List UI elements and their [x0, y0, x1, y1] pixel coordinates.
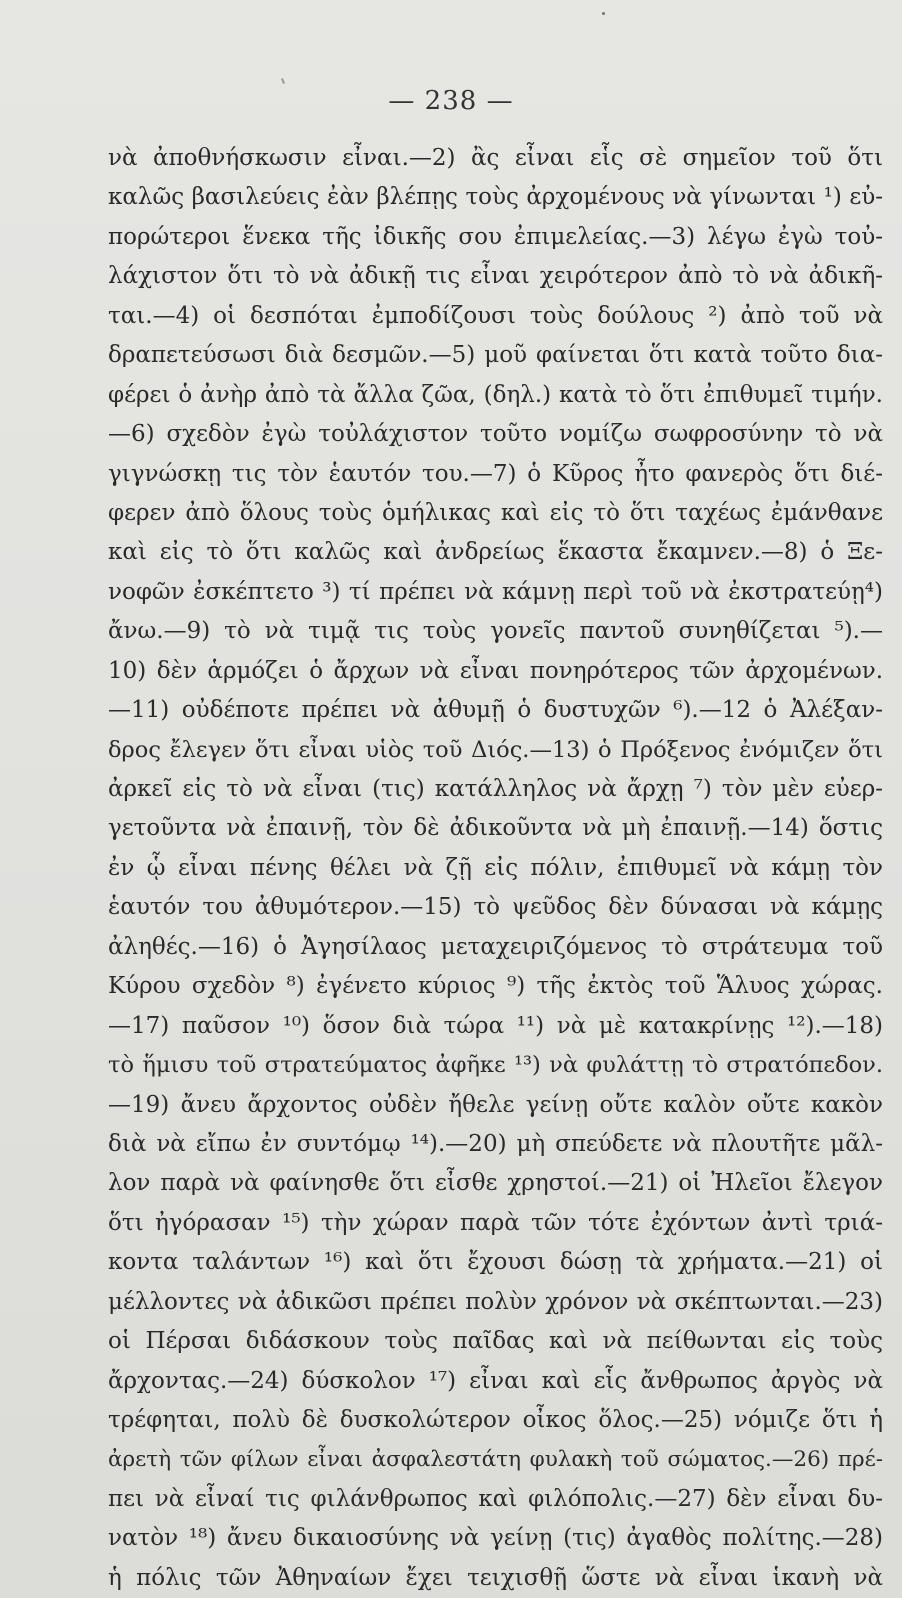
text-line: λάχιστον ὅτι τὸ νὰ ἀδικῇ τις εἶναι χειρότερον ἀπὸ τὸ νὰ ἀδικῆ- [108, 263, 883, 290]
text-line: ἄρχοντας.—24) δύσκολον ¹⁷) εἶναι καὶ εἷς ἄνθρωπος ἀργὸς νὰ [108, 1367, 883, 1394]
text-line: κοντα ταλάντων ¹⁶) καὶ ὅτι ἔχουσι δώσῃ τὰ χρήματα.—21) οἱ [108, 1249, 883, 1276]
text-line: οἱ Πέρσαι διδάσκουν τοὺς παῖδας καὶ νὰ πείθωνται εἰς τοὺς [108, 1328, 883, 1355]
text-line: —17) παῦσον ¹⁰) ὅσον διὰ τώρα ¹¹) νὰ μὲ κατακρίνῃς ¹²).—18) [108, 1012, 883, 1039]
text-line: ἀρκεῖ εἰς τὸ νὰ εἶναι (τις) κατάλληλος νὰ ἄρχῃ ⁷) τὸν μὲν εὐερ- [108, 776, 883, 802]
text-line: διὰ νὰ εἴπω ἐν συντόμῳ ¹⁴).—20) μὴ σπεύδετε νὰ πλουτῆτε μᾶλ- [108, 1130, 883, 1157]
text-line: νατὸν ¹⁸) ἄνευ δικαιοσύνης νὰ γείνῃ (τις) ἀγαθὸς πολίτης.—28) [108, 1525, 883, 1552]
text-line: πει νὰ εἶναί τις φιλάνθρωπος καὶ φιλόπολις.—27) δὲν εἶναι δυ- [108, 1485, 883, 1512]
text-line: νὰ ἀποθνήσκωσιν εἶναι.—2) ἂς εἶναι εἷς σὲ σημεῖον τοῦ ὅτι [108, 145, 883, 171]
text-line: φερεν ἀπὸ ὅλους τοὺς ὁμήλικας καὶ εἰς τὸ ὅτι ταχέως ἐμάνθανε [108, 499, 883, 526]
text-line: ἑαυτόν του ἀθυμότερον.—15) τὸ ψεῦδος δὲν δύνασαι νὰ κάμῃς [108, 894, 883, 921]
text-line: καὶ εἰς τὸ ὅτι καλῶς καὶ ἀνδρείως ἕκαστα ἔκαμνεν.—8) ὁ Ξε- [108, 539, 883, 566]
text-line: ἄνω.—9) τὸ νὰ τιμᾷ τις τοὺς γονεῖς παντοῦ συνηθίζεται ⁵).— [108, 618, 883, 645]
text-line: γιγνώσκῃ τις τὸν ἑαυτόν του.—7) ὁ Κῦρος ἦτο φανερὸς ὅτι διέ- [108, 460, 883, 487]
text-line: λον παρὰ νὰ φαίνησθε ὅτι εἶσθε χρηστοί.—21) οἱ Ἠλεῖοι ἔλεγον [108, 1170, 883, 1197]
text-line: ἀρετὴ τῶν φίλων εἶναι ἀσφαλεστάτη φυλακὴ τοῦ σώματος.—26) πρέ- [108, 1447, 883, 1473]
text-line: —6) σχεδὸν ἐγὼ τοὐλάχιστον τοῦτο νομίζω σωφροσύνην τὸ νὰ [108, 421, 883, 448]
text-line: —11) οὐδέποτε πρέπει νὰ ἀθυμῇ ὁ δυστυχῶν ⁶).—12 ὁ Ἀλέξαν- [108, 697, 883, 724]
page-number: — 238 — [388, 86, 514, 116]
text-line: ται.—4) οἱ δεσπόται ἐμποδίζουσι τοὺς δούλους ²) ἀπὸ τοῦ νὰ [108, 302, 883, 329]
text-line: δρος ἔλεγεν ὅτι εἶναι υἱὸς τοῦ Διός.—13) ὁ Πρόξενος ἐνόμιζεν ὅτι [108, 736, 883, 763]
text-line: Κύρου σχεδὸν ⁸) ἐγένετο κύριος ⁹) τῆς ἐκτὸς τοῦ Ἅλυος χώρας. [108, 973, 883, 1000]
text-line: ἀληθές.—16) ὁ Ἀγησίλαος μεταχειριζόμενος τὸ στράτευμα τοῦ [108, 933, 883, 960]
text-line: 10) δὲν ἁρμόζει ὁ ἄρχων νὰ εἶναι πονηρότερος τῶν ἀρχομένων. [108, 657, 883, 684]
text-line: μέλλοντες νὰ ἀδικῶσι πρέπει πολὺν χρόνον νὰ σκέπτωνται.—23) [108, 1288, 883, 1315]
text-line: καλῶς βασιλεύεις ἐὰν βλέπῃς τοὺς ἀρχομένους νὰ γίνωνται ¹) εὐ- [108, 184, 883, 211]
text-line: ἡ πόλις τῶν Ἀθηναίων ἔχει τειχισθῇ ὥστε νὰ εἶναι ἱκανὴ νὰ [108, 1564, 883, 1591]
text-line: —19) ἄνευ ἄρχοντος οὐδὲν ἤθελε γείνῃ οὔτε καλὸν οὔτε κακὸν [108, 1091, 883, 1118]
text-line: τὸ ἥμισυ τοῦ στρατεύματος ἀφῆκε ¹³) νὰ φυλάττῃ τὸ στρατόπεδον. [108, 1052, 883, 1079]
print-speck [602, 12, 605, 15]
text-line: δραπετεύσωσι διὰ δεσμῶν.—5) μοῦ φαίνεται ὅτι κατὰ τοῦτο δια- [108, 342, 883, 369]
text-line: τρέφηται, πολὺ δὲ δυσκολώτερον οἶκος ὅλος.—25) νόμιζε ὅτι ἡ [108, 1407, 883, 1433]
text-line: ἐν ᾧ εἶναι πένης θέλει νὰ ζῇ εἰς πόλιν, ἐπιθυμεῖ νὰ κάμῃ τὸν [108, 854, 883, 881]
text-line: ὅτι ἠγόρασαν ¹⁵) τὴν χώραν παρὰ τῶν τότε ἐχόντων ἀντὶ τριά- [108, 1209, 883, 1236]
text-line: γετοῦντα νὰ ἐπαινῇ, τὸν δὲ ἀδικοῦντα νὰ μὴ ἐπαινῇ.—14) ὅστις [108, 815, 883, 842]
text-line: φέρει ὁ ἀνὴρ ἀπὸ τὰ ἄλλα ζῶα, (δηλ.) κατὰ τὸ ὅτι ἐπιθυμεῖ τιμήν. [108, 381, 883, 408]
text-line: πορώτεροι ἕνεκα τῆς ἰδικῆς σου ἐπιμελείας.—3) λέγω ἐγὼ τοὐ- [108, 223, 883, 250]
body-text [108, 139, 883, 1598]
text-line: νοφῶν ἐσκέπτετο ³) τί πρέπει νὰ κάμνῃ περὶ τοῦ νὰ ἐκστρατεύῃ⁴) [108, 578, 883, 605]
print-speck [281, 78, 285, 84]
